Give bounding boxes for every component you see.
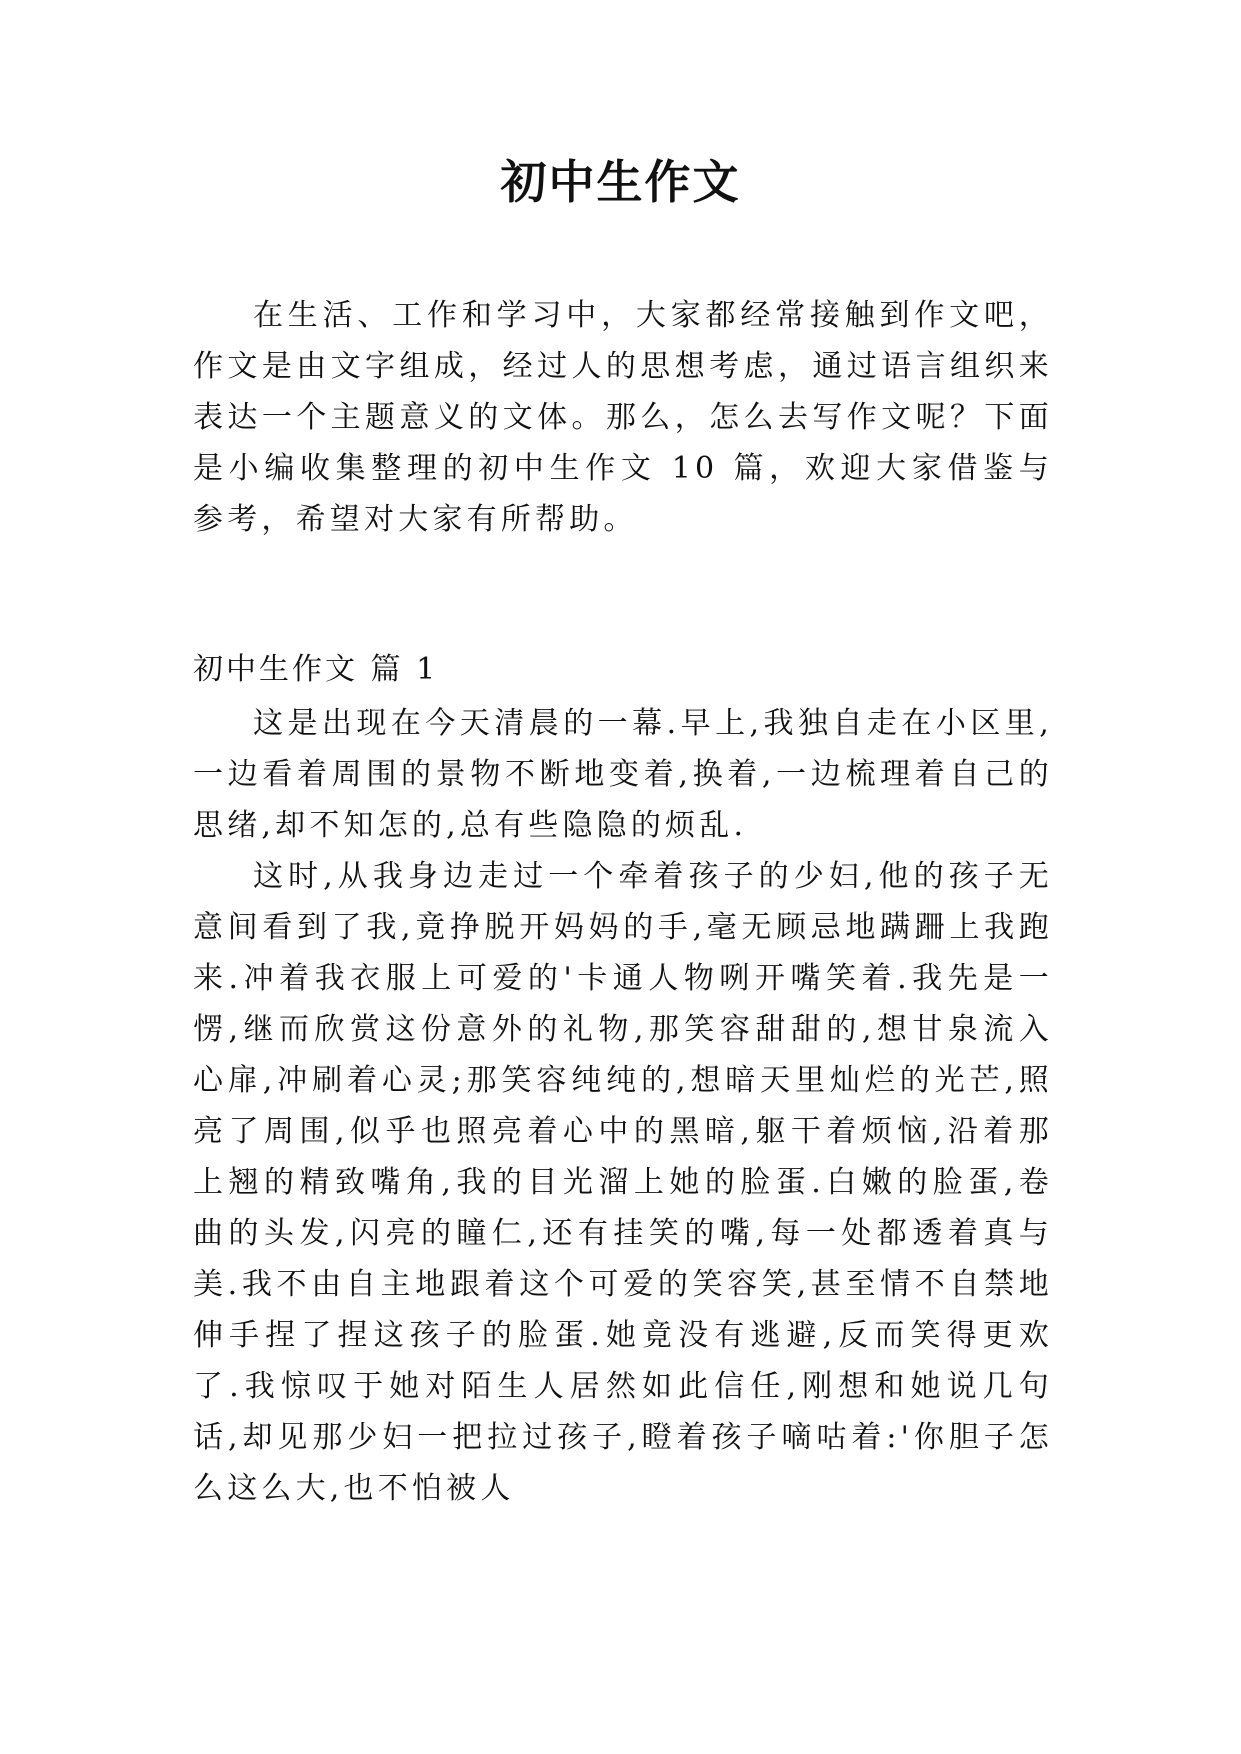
- intro-paragraph: 在生活、工作和学习中，大家都经常接触到作文吧，作文是由文字组成，经过人的思想考虑，通过语言组织来表达一个主题意义的文体。那么，怎么去写作文呢？下面是小编收集整理的初中生作文 10 篇，欢迎大家借鉴与参考，希望对大家有所帮助。: [193, 298, 1053, 537]
- section-paragraph-2: 这时,从我身边走过一个牵着孩子的少妇,他的孩子无意间看到了我,竟挣脱开妈妈的手,毫无顾忌地蹒跚上我跑来.冲着我衣服上可爱的'卡通人物咧开嘴笑着.我先是一愣,继而欣赏这份意外的礼物,那笑容甜甜的,想甘泉流入心扉,冲刷着心灵;那笑容纯纯的,想暗天里灿烂的光芒,照亮了周围,似乎也照亮着心中的黑暗,躯干着烦恼,沿着那上翘的精致嘴角,我的目光溜上她的脸蛋.白嫩的脸蛋,卷曲的头发,闪亮的瞳仁,还有挂笑的嘴,每一处都透着真与美.我不由自主地跟着这个可爱的笑容笑,甚至情不自禁地伸手捏了捏这孩子的脸蛋.她竟没有逃避,反而笑得更欢了.我惊叹于她对陌生人居然如此信任,刚想和她说几句话,却见那少妇一把拉过孩子,瞪着孩子嘀咕着:'你胆子怎么这么大,也不怕被人: [193, 859, 1053, 1506]
- intro-block: [193, 290, 1053, 545]
- section-paragraph-1: 这是出现在今天清晨的一幕.早上,我独自走在小区里,一边看着周围的景物不断地变着,换着,一边梳理着自己的思绪,却不知怎的,总有些隐隐的烦乱.: [193, 706, 1053, 843]
- document-title: 初中生作文: [500, 155, 741, 209]
- section-heading: 初中生作文 篇 1: [193, 652, 439, 687]
- section-body: [193, 698, 1053, 1514]
